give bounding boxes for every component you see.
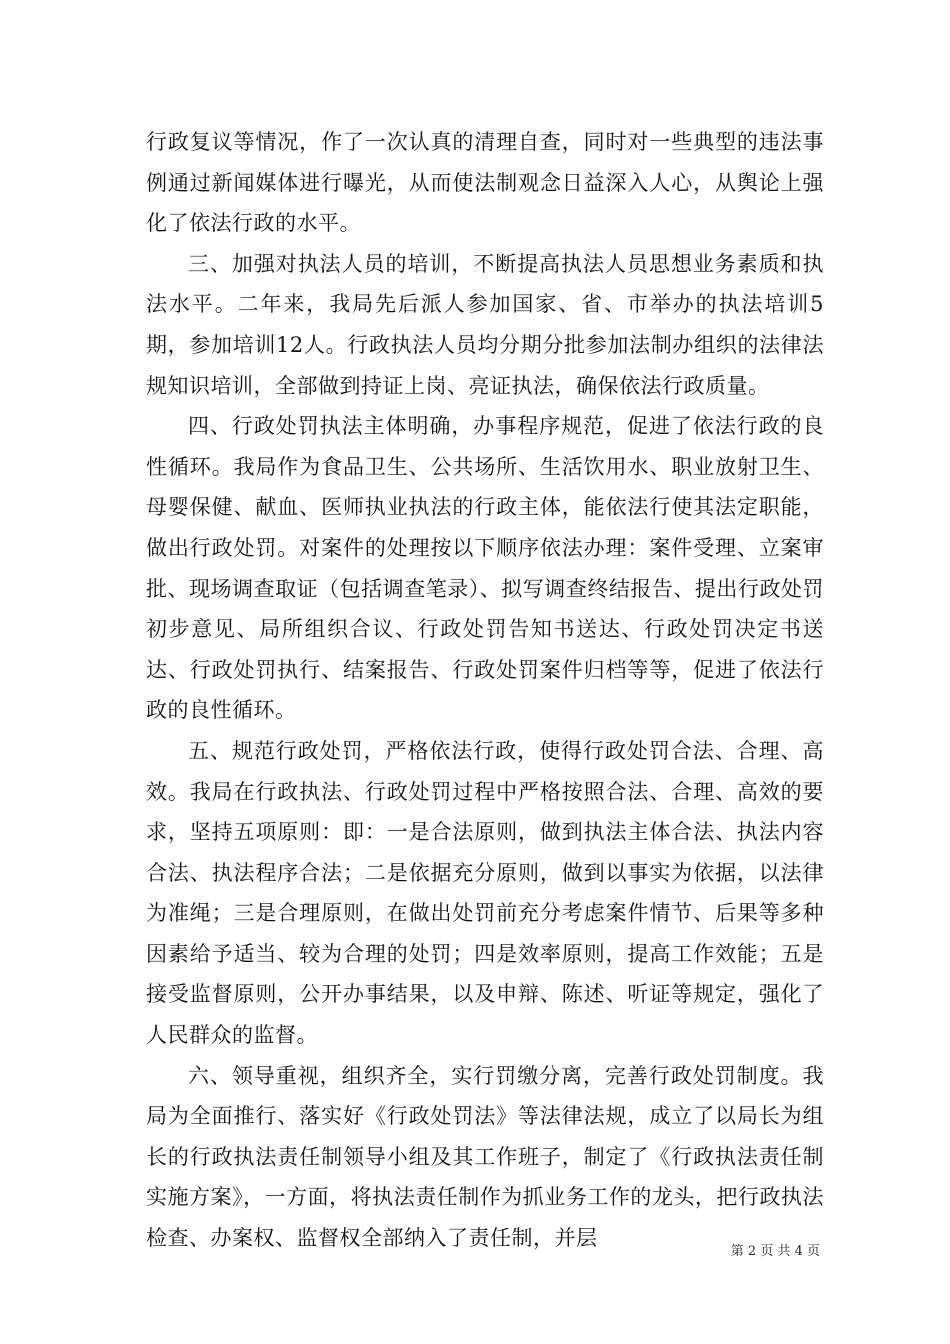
document-body [146, 122, 824, 1259]
paragraph-section-5: 五、规范行政处罚，严格依法行政，使得行政处罚合法、合理、高效。我局在行政执法、行政处罚过程中严格按照合法、合理、高效的要求，坚持五项原则：即：一是合法原则，做到执法主体合法、执法内容合法、执法程序合法；二是依据充分原则，做到以事实为依据，以法律为准绳；三是合理原则，在做出处罚前充分考虑案件情节、后果等多种因素给予适当、较为合理的处罚；四是效率原则，提高工作效能；五是接受监督原则，公开办事结果，以及申辩、陈述、听证等规定，强化了人民群众的监督。 [146, 738, 824, 1048]
page-number-footer: 第 2 页 共 4 页 [730, 1244, 820, 1259]
paragraph-section-3: 三、加强对执法人员的培训，不断提高执法人员思想业务素质和执法水平。二年来，我局先后派人参加国家、省、市举办的执法培训5期，参加培训12人。行政执法人员均分期分批参加法制办组织的法律法规知识培训，全部做到持证上岗、亮证执法，确保依法行政质量。 [146, 251, 824, 398]
paragraph-section-4: 四、行政处罚执法主体明确，办事程序规范，促进了依法行政的良性循环。我局作为食品卫生、公共场所、生活饮用水、职业放射卫生、母婴保健、献血、医师执业执法的行政主体，能依法行使其法定职能，做出行政处罚。对案件的处理按以下顺序依法办理：案件受理、立案审批、现场调查取证（包括调查笔录）、拟写调查终结报告、提出行政处罚初步意见、局所组织合议、行政处罚告知书送达、行政处罚决定书送达、行政处罚执行、结案报告、行政处罚案件归档等等，促进了依法行政的良性循环。 [146, 414, 824, 723]
paragraph-continuation: 行政复议等情况，作了一次认真的清理自查，同时对一些典型的违法事例通过新闻媒体进行曝光，从而使法制观念日益深入人心，从舆论上强化了依法行政的水平。 [146, 130, 824, 236]
paragraph-section-6: 六、领导重视，组织齐全，实行罚缴分离，完善行政处罚制度。我局为全面推行、落实好《行政处罚法》等法律法规，成立了以局长为组长的行政执法责任制领导小组及其工作班子，制定了《行政执法责任制实施方案》，一方面，将执法责任制作为抓业务工作的龙头，把行政执法检查、办案权、监督权全部纳入了责任制，并层 [146, 1063, 824, 1251]
